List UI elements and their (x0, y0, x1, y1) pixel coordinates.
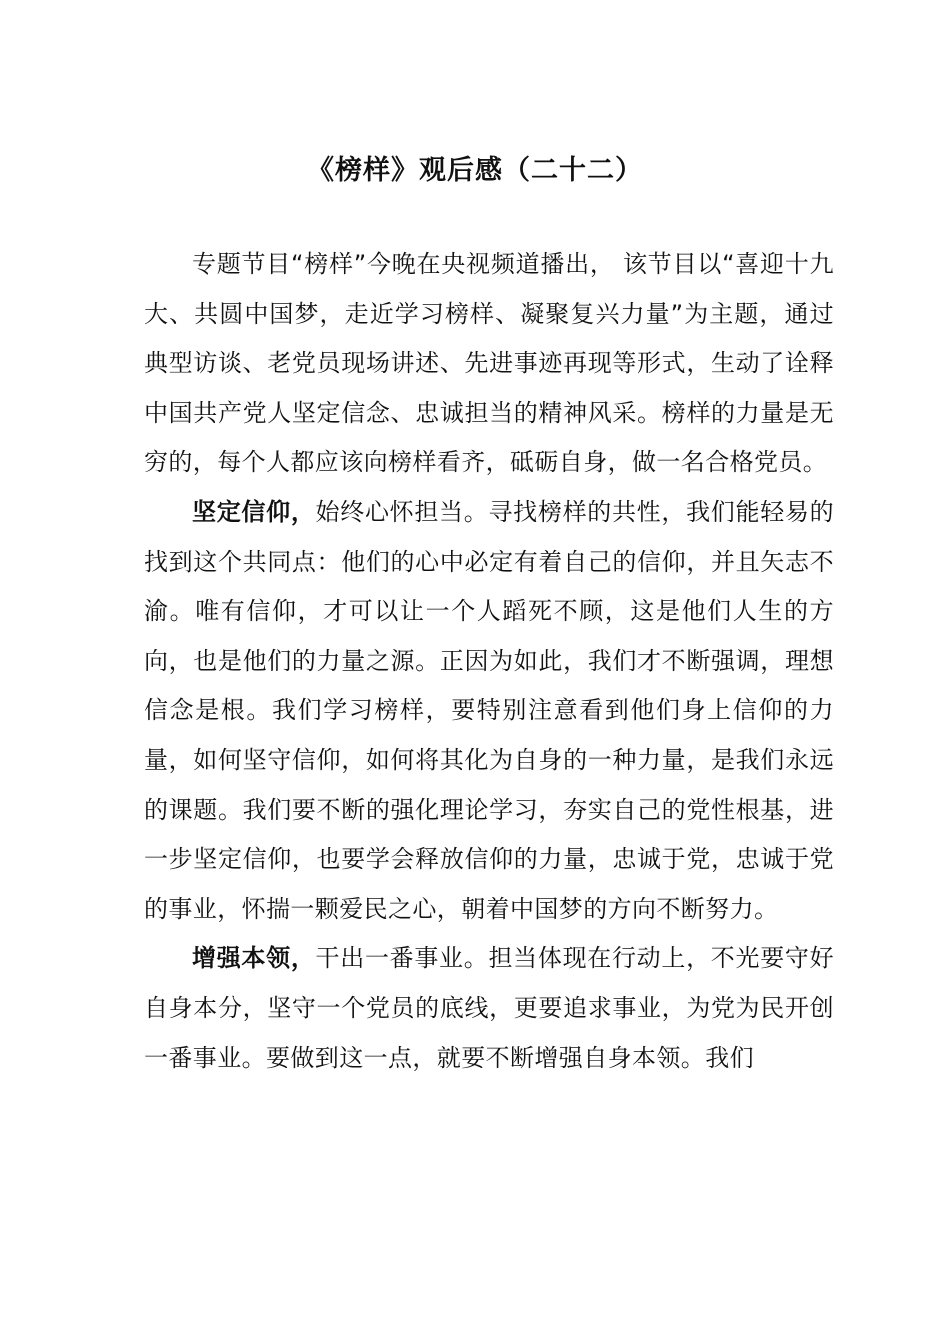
document-title: 《榜样》观后感（二十二） (307, 155, 643, 186)
paragraph-1 (144, 240, 834, 488)
paragraph-3 (144, 934, 834, 1083)
paragraph-2 (144, 488, 834, 934)
paragraph-text: 专题节目“榜样”今晚在央视频道播出， 该节目以“喜迎十九大、共圆中国梦，走近学习榜样、凝聚复兴力量”为主题，通过典型访谈、老党员现场讲述、先进事迹再现等形式，生动了诠释中国共产党人坚定信念、忠诚担当的精神风采。榜样的力量是无穷的，每个人都应该向榜样看齐，砥砺自身，做一名合格党员。 (144, 250, 834, 477)
paragraph-lead: 增强本领， (192, 944, 316, 973)
paragraph-lead: 坚定信仰， (192, 497, 316, 526)
paragraph-text: 干出一番事业。担当体现在行动上，不光要守好自身本分，坚守一个党员的底线，更要追求事业，为党为民开创一番事业。要做到这一点，就要不断增强自身本领。我们 (144, 944, 835, 1072)
document-body (144, 240, 834, 1083)
paragraph-text: 始终心怀担当。寻找榜样的共性，我们能轻易的找到这个共同点：他们的心中必定有着自己的信仰，并且矢志不渝。唯有信仰，才可以让一个人蹈死不顾，这是他们人生的方向，也是他们的力量之源。正因为如此，我们才不断强调，理想信念是根。我们学习榜样，要特别注意看到他们身上信仰的力量，如何坚守信仰，如何将其化为自身的一种力量，是我们永远的课题。我们要不断的强化理论学习，夯实自己的党性根基，进一步坚定信仰，也要学会释放信仰的力量，忠诚于党，忠诚于党的事业，怀揣一颗爱民之心，朝着中国梦的方向不断努力。 (144, 497, 835, 923)
